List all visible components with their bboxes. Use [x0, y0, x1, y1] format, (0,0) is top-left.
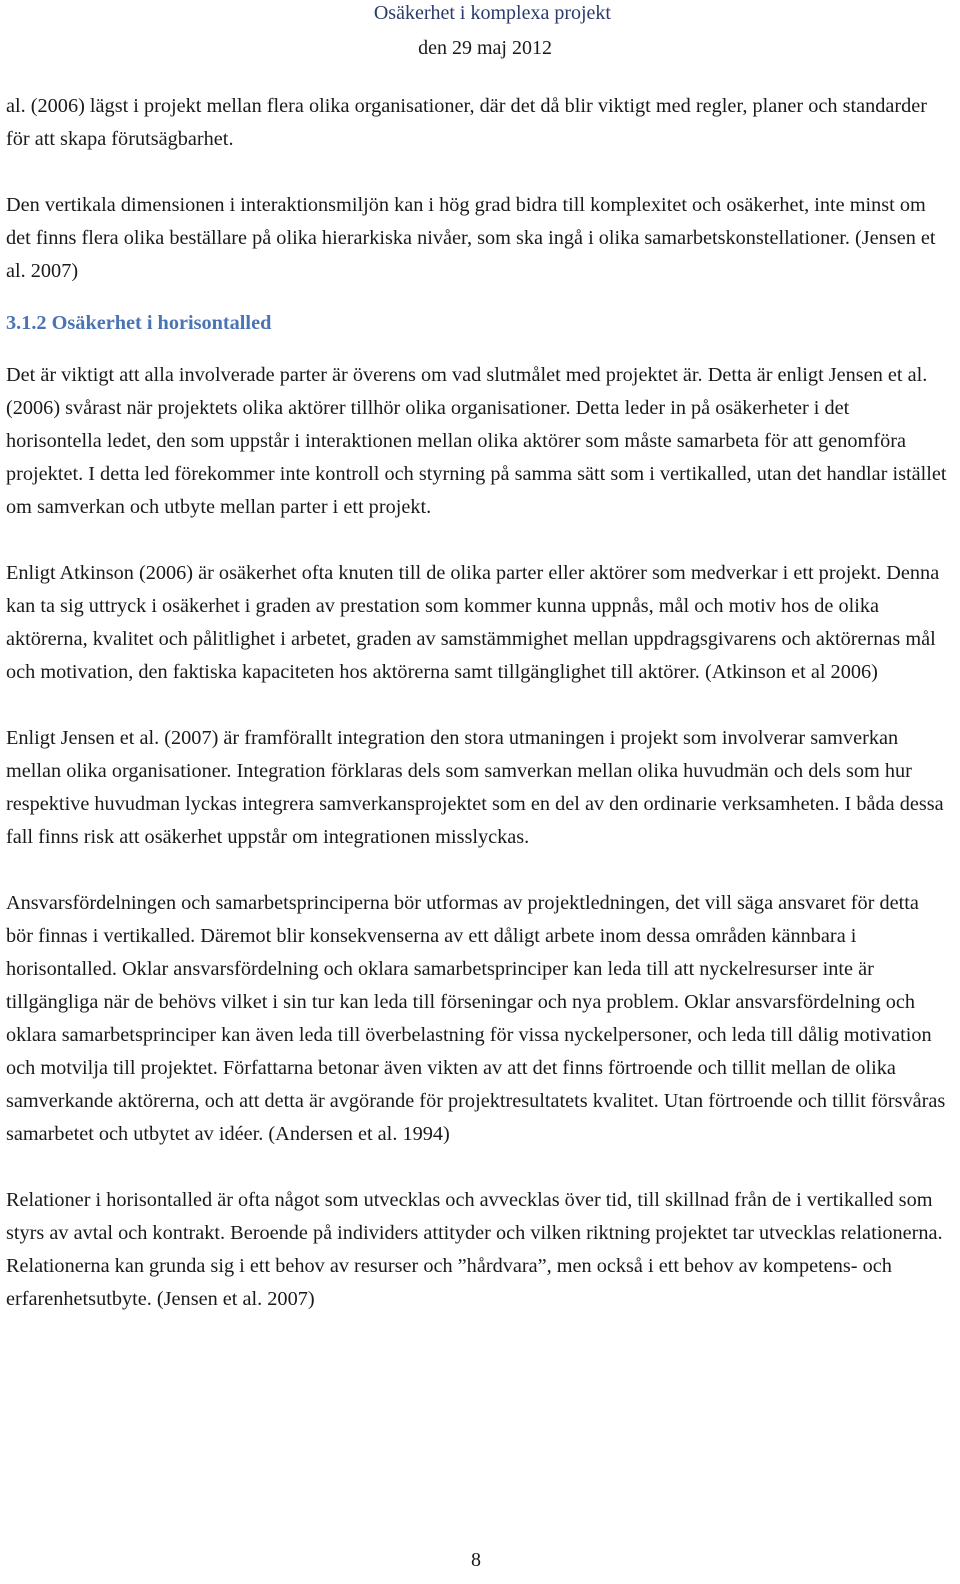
document-date: den 29 maj 2012	[418, 37, 552, 59]
paragraph-1: al. (2006) lägst i projekt mellan flera olika organisationer, där det då blir viktigt med regler, planer och standarder för att skapa förutsägbarhet.	[6, 95, 928, 150]
paragraph-5: Enligt Jensen et al. (2007) är framförallt integration den stora utmaningen i projekt som involverar samverkan mellan olika organisationer. Integration förklaras dels som samverkan mellan olika huvudmän och dels som hur respektive huvudman lyckas integrera samverkansprojektet som en del av den ordinarie verksamheten. I båda dessa fall finns risk att osäkerhet uppstår om integrationen misslyckas.	[6, 727, 944, 848]
paragraph-4: Enligt Atkinson (2006) är osäkerhet ofta knuten till de olika parter eller aktörer som medverkar i ett projekt. Denna kan ta sig uttryck i osäkerhet i graden av prestation som kommer kunna uppnås, mål och motiv hos de olika aktörerna, kvalitet och pålitlighet i arbetet, graden av samstämmighet mellan uppdragsgivarens och aktörernas mål och motivation, den faktiska kapaciteten hos aktörerna samt tillgänglighet till aktörer. (Atkinson et al 2006)	[6, 562, 940, 683]
paragraph-6: Ansvarsfördelningen och samarbetsprinciperna bör utformas av projektledningen, det vill säga ansvaret för detta bör finnas i vertikalled. Däremot blir konsekvenserna av ett dåligt arbete inom dessa områden kännbara i horisontalled. Oklar ansvarsfördelning och oklara samarbetsprinciper kan leda till att nyckelresurser inte är tillgängliga när de behövs vilket i sin tur kan leda till förseningar och nya problem. Oklar ansvarsfördelning och oklara samarbetsprinciper kan även leda till överbelastning för vissa nyckelpersoner, och leda till dålig motivation och motvilja till projektet. Författarna betonar även vikten av att det finns förtroende och tillit mellan de olika samverkande aktörerna, och att detta är avgörande för projektresultatets kvalitet. Utan förtroende och tillit försvåras samarbetet och utbytet av idéer. (Andersen et al. 1994)	[6, 892, 946, 1145]
section-heading: 3.1.2 Osäkerhet i horisontalled	[6, 312, 272, 334]
document-title: Osäkerhet i komplexa projekt	[373, 2, 611, 24]
document-body	[6, 90, 948, 1316]
paragraph-2: Den vertikala dimensionen i interaktionsmiljön kan i hög grad bidra till komplexitet och osäkerhet, inte minst om det finns flera olika beställare på olika hierarkiska nivåer, som ska ingå i olika samarbetskonstellationer. (Jensen et al. 2007)	[6, 194, 936, 282]
page-number-text: 8	[471, 1549, 481, 1571]
paragraph-3: Det är viktigt att alla involverade parter är överens om vad slutmålet med projektet är. Detta är enligt Jensen et al.(2006) svårast när projektets olika aktörer tillhör olika organisationer. Detta leder in på osäkerheter i det horisontella ledet, den som uppstår i interaktionen mellan olika aktörer som måste samarbeta för att genomföra projektet. I detta led förekommer inte kontroll och styrning på samma sätt som i vertikalled, utan det handlar istället om samverkan och utbyte mellan parter i ett projekt.	[6, 364, 947, 518]
page-number	[0, 1548, 960, 1572]
paragraph-7: Relationer i horisontalled är ofta något som utvecklas och avvecklas över tid, till skillnad från de i vertikalled som styrs av avtal och kontrakt. Beroende på individers attityder och vilken riktning projektet tar utvecklas relationerna. Relationerna kan grunda sig i ett behov av resurser och ”hårdvara”, men också i ett behov av kompetens- och erfarenhetsutbyte. (Jensen et al. 2007)	[6, 1189, 943, 1310]
